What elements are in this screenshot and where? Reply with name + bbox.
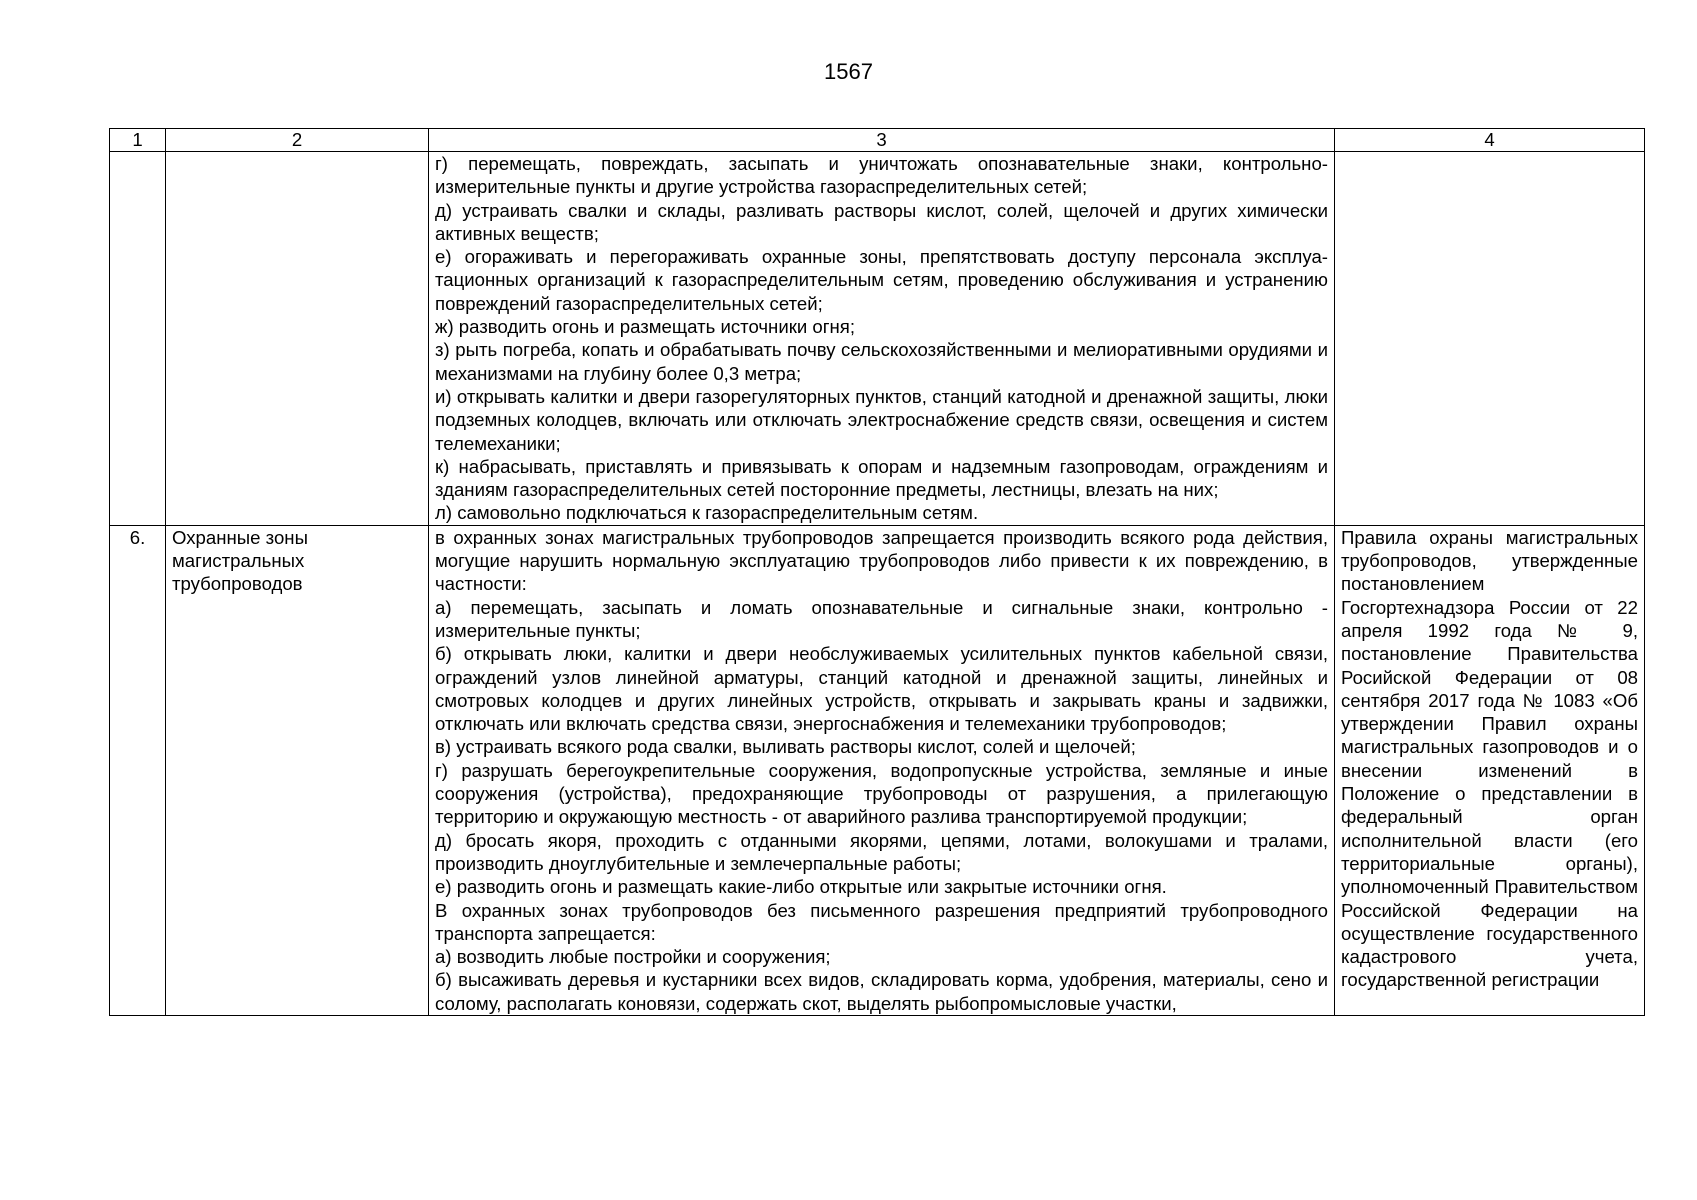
restriction-item: в охранных зонах магистральных трубопроводов запрещается производить всякого рода действия, могущие нарушить нормальную эксплуатацию трубопроводов либо привести к их повреждению, в частности: (435, 526, 1328, 595)
restriction-item: з) рыть погреба, копать и обрабатывать почву сельскохозяйственными и мелиоративными орудиями и механизмами на глубину более 0,3 метра; (435, 339, 1328, 384)
restriction-item: л) самовольно подключаться к газораспределительным сетям. (435, 502, 979, 524)
restrictions-cell (429, 152, 1335, 526)
zone-name: Охранные зоны магистральных трубопроводов (172, 526, 308, 595)
restriction-item: г) перемещать, повреждать, засыпать и уничтожать опознавательные знаки, контрольно-измерительные пункты и другие устройства газораспределительных сетей; (435, 153, 1328, 198)
restriction-item: г) разрушать берегоукрепительные сооружения, водопропускные устройства, земляные и иные сооружения (устройства), предохраняющие трубопроводы от разрушения, а прилегающую территорию и окружающую местность - от аварийного разлива транспортируемой продукции; (435, 759, 1328, 828)
restriction-item: а) возводить любые постройки и сооружения; (435, 946, 831, 968)
legal-basis-cell (1335, 525, 1645, 1015)
row-number-cell: 6. (110, 525, 166, 1015)
column-header-3: 3 (429, 129, 1335, 152)
column-header-4: 4 (1335, 129, 1645, 152)
legal-basis-text: Правила охраны магистральных трубопроводов, утвержденные постановлением Госгортехнадзора России от 22 апреля 1992 года № 9, постановление Правительства Росийской Федерации от 08 сентября 2017 года № 1083 «Об утверждении Правил охраны магистральных газопроводов и о внесении изменений в Положение о представлении в федеральный орган исполнительной власти (его территориальные органы), уполномоченный Правительством Российской Федерации на осуществление государственного кадастрового учета, государственной регистрации (1341, 526, 1638, 991)
restriction-item: к) набрасывать, приставлять и привязывать к опорам и надземным газопроводам, ограждениям и зданиям газораспределительных сетей посторонние предметы, лестницы, влезать на них; (435, 455, 1328, 501)
table-header-row (110, 129, 1645, 152)
restriction-item: б) открывать люки, калитки и двери необслуживаемых усилительных пунктов кабельной связи, ограждений узлов линейной арматуры, станций катодной и дренажной защиты, линейных и смотровых колодцев и других линейных устройств, открывать и закрывать краны и задвижки, отключать или включать средства связи, энергоснабжения и телемеханики трубопроводов; (435, 643, 1328, 735)
restriction-item: В охранных зонах трубопроводов без письменного разрешения предприятий трубопроводного транспорта запрещается: (435, 899, 1328, 944)
row-number-cell (110, 152, 166, 526)
restriction-item: а) перемещать, засыпать и ломать опознавательные и сигнальные знаки, контрольно - измерительные пункты; (435, 596, 1328, 641)
zone-name-cell (166, 152, 429, 526)
restriction-item: и) открывать калитки и двери газорегуляторных пунктов, станций катодной и дренажной защиты, люки подземных колодцев, включать или отключать электроснабжение средств связи, освещения и систем телемеханики; (435, 385, 1328, 454)
table-row (110, 525, 1645, 1015)
page-number: 1567 (824, 59, 873, 84)
protection-zones-table (109, 128, 1645, 1016)
legal-basis-cell (1335, 152, 1645, 526)
restriction-item: д) устраивать свалки и склады, разливать растворы кислот, солей, щелочей и других химически активных веществ; (435, 199, 1328, 244)
zone-name-cell (166, 525, 429, 1015)
restriction-item: е) разводить огонь и размещать какие-либо открытые или закрытые источники огня. (435, 876, 1167, 898)
table-row (110, 152, 1645, 526)
restriction-item: д) бросать якоря, проходить с отданными якорями, цепями, лотами, волокушами и тралами, производить дноуглубительные и землечерпальные работы; (435, 829, 1328, 874)
restriction-item: е) огораживать и перегораживать охранные зоны, препятствовать доступу персонала эксплуа-тационных организаций к газораспределительным сетям, проведению обслуживания и устранению повреждений газораспределительных сетей; (435, 246, 1328, 314)
restriction-item: б) высаживать деревья и кустарники всех видов, складировать корма, удобрения, материалы, сено и солому, располагать коновязи, содержать скот, выделять рыбопромысловые участки, (435, 969, 1328, 1014)
restriction-item: ж) разводить огонь и размещать источники огня; (435, 316, 856, 338)
restrictions-cell (429, 525, 1335, 1015)
column-header-2: 2 (166, 129, 429, 152)
column-header-1: 1 (110, 129, 166, 152)
restriction-item: в) устраивать всякого рода свалки, выливать растворы кислот, солей и щелочей; (435, 736, 1136, 758)
